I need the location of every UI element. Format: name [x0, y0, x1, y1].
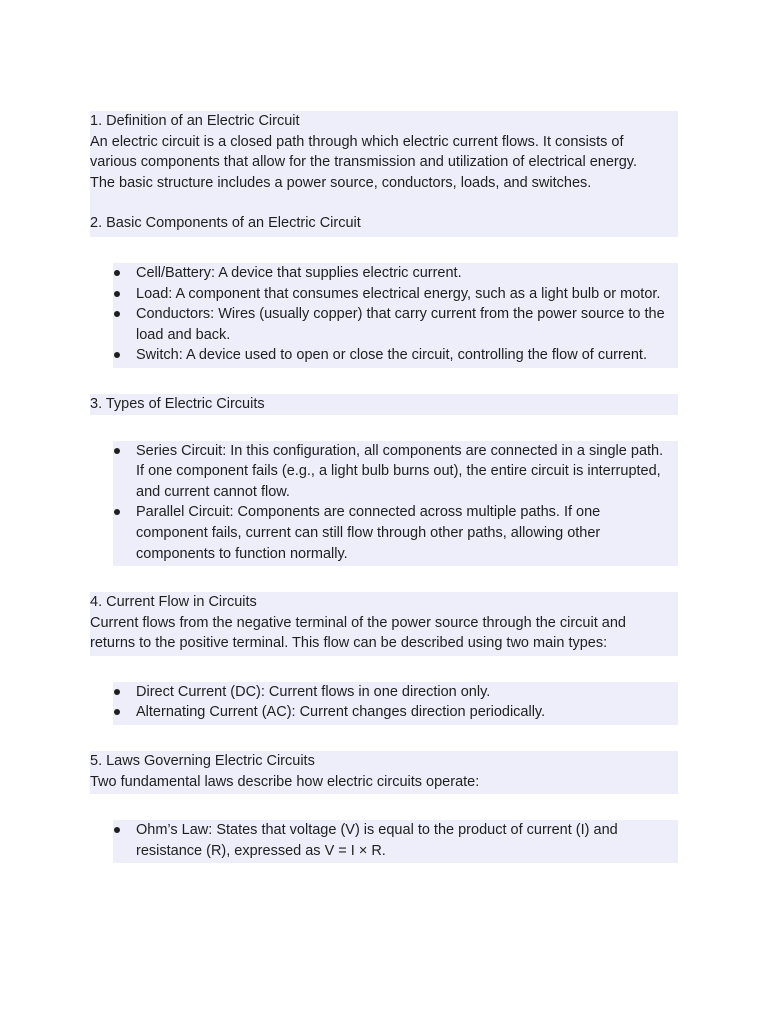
section-heading: 2. Basic Components of an Electric Circuit — [90, 215, 361, 232]
spacer — [90, 725, 678, 751]
bullet-icon — [114, 311, 120, 317]
list-item-text: Alternating Current (AC): Current changes direction periodically. — [136, 704, 546, 721]
section-heading: 1. Definition of an Electric Circuit — [90, 113, 300, 129]
bullet-icon — [114, 448, 120, 454]
section-3-block — [90, 394, 678, 415]
section-paragraph: An electric circuit is a closed path through which electric current flows. It consists of various components that allow for the transmission and utilization of electrical energy. The basic structure includes a power source, conductors, loads, and switches. — [90, 133, 637, 191]
section-5-block — [90, 751, 678, 794]
list-item-text: Conductors: Wires (usually copper) that carry current from the power source to the load and back. — [136, 306, 665, 343]
bullet-icon — [114, 827, 120, 833]
spacer — [90, 566, 678, 592]
list-item-text: Direct Current (DC): Current flows in one direction only. — [136, 683, 491, 700]
list-item — [113, 682, 678, 703]
list-item-text: Load: A component that consumes electrical energy, such as a light bulb or motor. — [136, 285, 661, 302]
list-item — [113, 820, 638, 861]
spacer — [90, 794, 678, 820]
bullet-icon — [114, 352, 120, 358]
list-item-text: Cell/Battery: A device that supplies electric current. — [136, 264, 462, 281]
list-item-text: Parallel Circuit: Components are connected across multiple paths. If one component fails, current can still flow through other paths, allowing other components to function normally. — [136, 504, 601, 562]
list-item — [113, 304, 668, 345]
bullet-icon — [114, 709, 120, 715]
bullet-icon — [114, 689, 120, 695]
section-4-block — [90, 592, 678, 656]
section-paragraph: Current flows from the negative terminal of the power source through the circuit and returns to the positive terminal. This flow can be described using two main types: — [90, 614, 626, 652]
list-item — [113, 441, 668, 503]
spacer — [90, 237, 678, 263]
section-heading: 5. Laws Governing Electric Circuits — [90, 753, 315, 770]
section-heading: 3. Types of Electric Circuits — [90, 395, 265, 412]
section-heading: 4. Current Flow in Circuits — [90, 594, 257, 611]
list-item-text: Switch: A device used to open or close the circuit, controlling the flow of current. — [136, 347, 647, 364]
bullet-list — [113, 682, 678, 725]
bullet-list — [113, 820, 678, 863]
section-1-block — [90, 111, 678, 237]
list-item — [113, 345, 668, 368]
list-item-text: Series Circuit: In this configuration, all components are connected in a single path. If one component fails (e.g., a light bulb burns out), the entire circuit is interrupted, and current cannot flow. — [136, 442, 664, 500]
list-item — [113, 263, 668, 284]
document-page — [90, 111, 678, 863]
bullet-list — [113, 441, 678, 567]
bullet-list — [113, 263, 678, 368]
list-item — [113, 502, 668, 566]
spacer — [90, 415, 678, 441]
spacer — [90, 656, 678, 682]
bullet-icon — [114, 509, 120, 515]
spacer — [90, 368, 678, 394]
bullet-icon — [114, 270, 120, 276]
list-item — [113, 702, 678, 723]
list-item — [113, 284, 668, 305]
list-item-text: Ohm’s Law: States that voltage (V) is equal to the product of current (I) and resistance (R), expressed as V = I × R. — [136, 822, 618, 859]
section-paragraph: Two fundamental laws describe how electric circuits operate: — [90, 773, 480, 790]
bullet-icon — [114, 291, 120, 297]
